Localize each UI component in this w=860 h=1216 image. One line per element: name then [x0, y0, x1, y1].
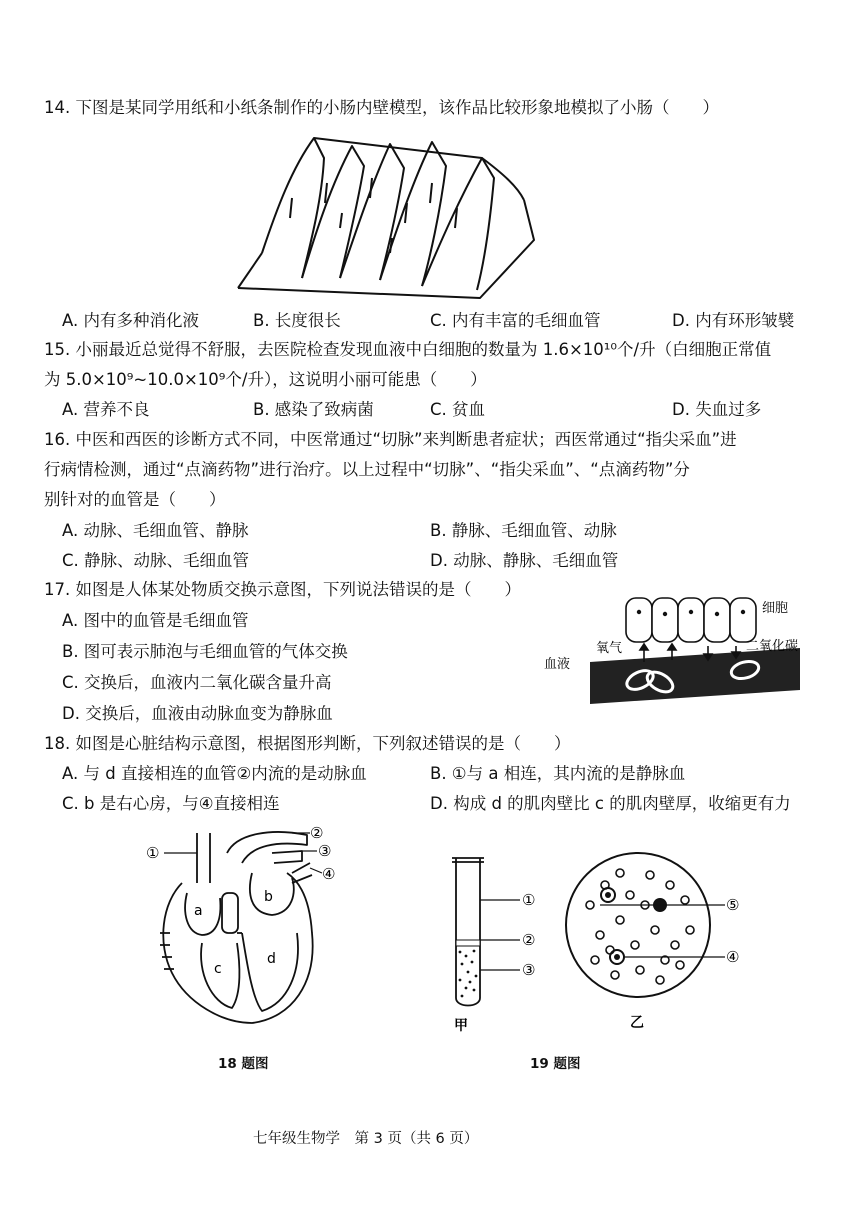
q17-option-c: C. 交换后，血液内二氧化碳含量升高 [62, 673, 332, 692]
q16-stem-line-1: 16. 中医和西医的诊断方式不同，中医常通过“切脉”来判断患者症状；西医常通过“指尖采血”进 [44, 430, 737, 449]
smear-label-4: ④ [726, 948, 740, 966]
q16-option-d: D. 动脉、静脉、毛细血管 [430, 551, 619, 570]
q14-stem: 14. 下图是某同学用纸和小纸条制作的小肠内壁模型，该作品比较形象地模拟了小肠（ ） [44, 98, 719, 117]
tube-label-jia: 甲 [454, 1018, 468, 1034]
heart-figure-caption: 18 题图 [218, 1056, 269, 1072]
q15-option-c: C. 贫血 [430, 400, 486, 419]
blood-smear-figure [560, 845, 760, 1035]
q17-option-b: B. 图可表示肺泡与毛细血管的气体交换 [62, 642, 348, 661]
q15-stem-line-2: 为 5.0×10⁹~10.0×10⁹个/升），这说明小丽可能患（ ） [44, 370, 487, 389]
tube-label-2: ② [522, 931, 536, 949]
q16-option-a: A. 动脉、毛细血管、静脉 [62, 521, 249, 540]
heart-label-b: b [264, 889, 273, 905]
page-footer: 七年级生物学 第 3 页（共 6 页） [253, 1131, 479, 1147]
blood-figure-caption: 19 题图 [530, 1056, 581, 1072]
tube-label-3: ③ [522, 961, 536, 979]
q18-option-d: D. 构成 d 的肌肉壁比 c 的肌肉壁厚，收缩更有力 [430, 794, 791, 813]
heart-label-4: ④ [322, 865, 336, 883]
q15-option-a: A. 营养不良 [62, 400, 150, 419]
heart-label-1: ① [146, 844, 160, 862]
q14-option-b: B. 长度很长 [253, 311, 341, 330]
q16-stem-line-3: 别针对的血管是（ ） [44, 490, 226, 509]
gas-exchange-figure [540, 590, 810, 720]
q17-stem: 17. 如图是人体某处物质交换示意图，下列说法错误的是（ ） [44, 580, 521, 599]
heart-label-3: ③ [318, 842, 332, 860]
q15-option-d: D. 失血过多 [672, 400, 762, 419]
q14-option-c: C. 内有丰富的毛细血管 [430, 311, 601, 330]
q15-option-b: B. 感染了致病菌 [253, 400, 374, 419]
q18-option-a: A. 与 d 直接相连的血管②内流的是动脉血 [62, 764, 367, 783]
co2-label: 二氧化碳 [746, 639, 799, 654]
heart-structure-figure [142, 823, 342, 1033]
q17-option-d: D. 交换后，血液由动脉血变为静脉血 [62, 704, 333, 723]
tube-label-1: ① [522, 891, 536, 909]
smear-label-yi: 乙 [630, 1015, 644, 1031]
q16-option-c: C. 静脉、动脉、毛细血管 [62, 551, 250, 570]
heart-label-d: d [267, 951, 276, 967]
smear-label-5: ⑤ [726, 896, 740, 914]
heart-label-c: c [214, 961, 222, 977]
q14-option-a: A. 内有多种消化液 [62, 311, 199, 330]
q15-stem-line-1: 15. 小丽最近总觉得不舒服，去医院检查发现血液中白细胞的数量为 1.6×10¹⁰个/升（白细胞正常值 [44, 340, 772, 359]
intestine-wall-model-figure [232, 128, 552, 303]
q14-option-d: D. 内有环形皱襞 [672, 311, 795, 330]
q18-stem: 18. 如图是心脏结构示意图，根据图形判断，下列叙述错误的是（ ） [44, 734, 571, 753]
q18-option-c: C. b 是右心房，与④直接相连 [62, 794, 280, 813]
blood-test-tube-figure [444, 848, 554, 1038]
q16-stem-line-2: 行病情检测，通过“点滴药物”进行治疗。以上过程中“切脉”、“指尖采血”、“点滴药物”分 [44, 460, 690, 479]
oxygen-label: 氧气 [596, 641, 623, 656]
blood-label: 血液 [544, 657, 571, 672]
heart-label-a: a [194, 903, 203, 919]
q16-option-b: B. 静脉、毛细血管、动脉 [430, 521, 617, 540]
cell-label: 细胞 [762, 601, 789, 616]
q17-option-a: A. 图中的血管是毛细血管 [62, 611, 249, 630]
heart-label-2: ② [310, 824, 324, 842]
q18-option-b: B. ①与 a 相连，其内流的是静脉血 [430, 764, 686, 783]
